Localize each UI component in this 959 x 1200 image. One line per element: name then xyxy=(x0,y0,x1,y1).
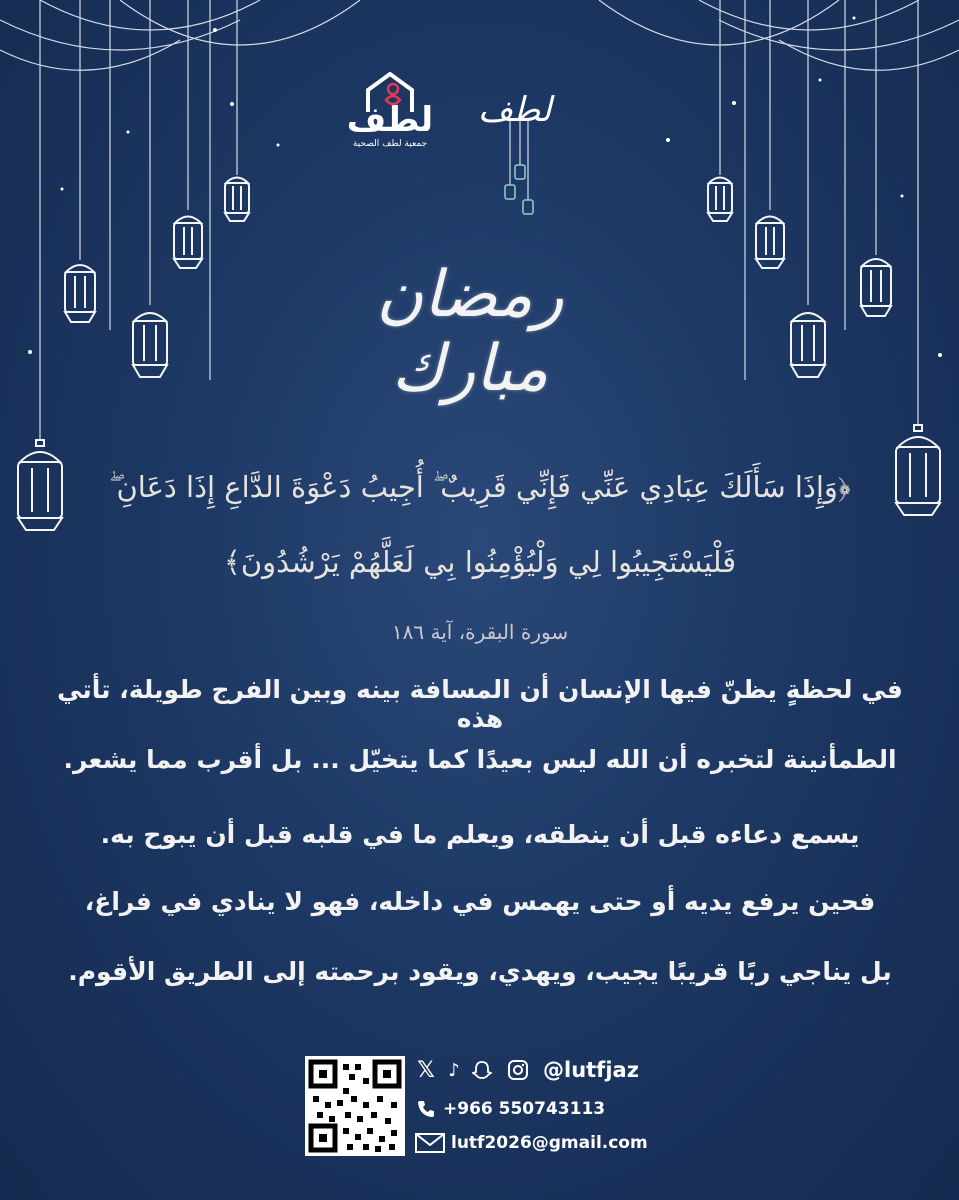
verse-line-1: ﴿وَإِذَا سَأَلَكَ عِبَادِي عَنِّي فَإِنِّي قَرِيبٌ ۖ أُجِيبُ دَعْوَةَ الدَّاعِ إِذَا دَعَانِ ۖ xyxy=(109,470,851,504)
paragraph-line-1: في لحظةٍ يظنّ فيها الإنسان أن المسافة بينه وبين الفرج طويلة، تأتي هذه xyxy=(57,675,903,733)
paragraph-line-3: يسمع دعاءه قبل أن ينطقه، ويعلم ما في قلبه قبل أن يبوح به. xyxy=(100,820,860,849)
lutf-association-logo xyxy=(335,72,445,152)
org-name: لطف xyxy=(346,100,434,140)
paragraph-line-2: الطمأنينة لتخبره أن الله ليس بعيدًا كما يتخيّل ... بل أقرب مما يشعر. xyxy=(63,745,897,774)
social-handle[interactable]: @lutfjaz xyxy=(543,1058,639,1082)
email-address[interactable]: lutf2026@gmail.com xyxy=(451,1133,648,1153)
paragraph-line-5: بل يناجي ربًا قريبًا يجيب، ويهدي، ويقود برحمته إلى الطريق الأقوم. xyxy=(68,957,892,986)
email-row xyxy=(415,1132,648,1154)
house-heart-icon xyxy=(360,72,420,112)
email-icon xyxy=(415,1132,445,1154)
social-row xyxy=(415,1058,639,1082)
brand-name: لطف xyxy=(478,90,552,130)
snapchat-icon[interactable] xyxy=(471,1059,493,1081)
phone-number[interactable]: +966 550743113 xyxy=(443,1099,606,1119)
org-subtitle: جمعية لطف الصحية xyxy=(352,139,428,149)
verse-line-2: فَلْيَسْتَجِيبُوا لِي وَلْيُؤْمِنُوا بِي لَعَلَّهُمْ يَرْشُدُونَ﴾ xyxy=(223,545,737,579)
instagram-icon[interactable] xyxy=(507,1059,529,1081)
lutf-brand-logo xyxy=(478,90,552,140)
phone-row xyxy=(415,1098,605,1120)
x-icon[interactable]: 𝕏 xyxy=(417,1057,435,1083)
paragraph-line-4: فحين يرفع يديه أو حتى يهمس في داخله، فهو لا ينادي في فراغ، xyxy=(84,887,876,916)
verse-reference: سورة البقرة، آية ١٨٦ xyxy=(391,620,569,644)
ramadan-mubarak-title: رمضان مبارك xyxy=(376,258,564,406)
tiktok-icon[interactable]: ♪ xyxy=(448,1059,460,1081)
qr-code[interactable] xyxy=(305,1056,405,1156)
phone-icon xyxy=(415,1098,437,1120)
qr-code-icon xyxy=(305,1056,405,1156)
